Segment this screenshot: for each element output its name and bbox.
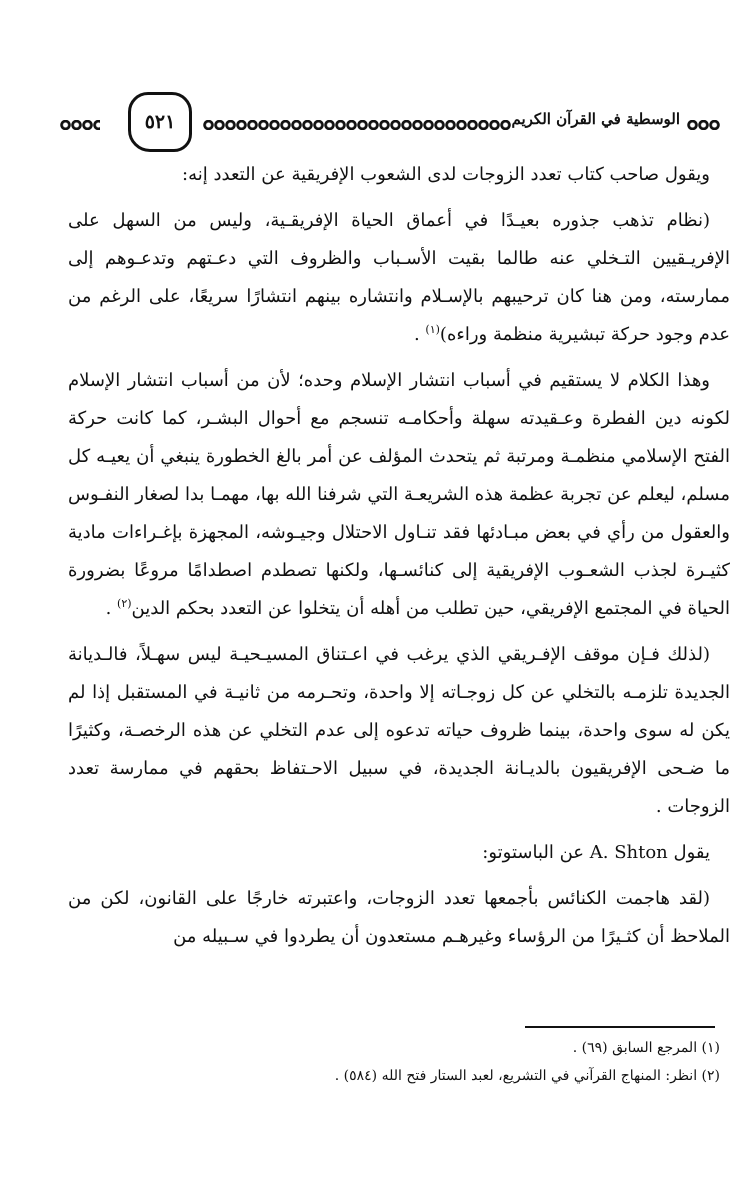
paragraph-quote-2 xyxy=(68,636,730,826)
footnote-marker: (٢) xyxy=(117,597,132,610)
running-title: الوسطية في القرآن الكريم xyxy=(511,110,680,128)
paragraph-text: (لقد هاجمت الكنائس بأجمعها تعدد الزوجات، واعتبرته خارجًا على القانون، لكن من الملاحظ أن كثـيرًا من الرؤساء وغيرهـم مستعدون أن يطردوا في سـبيله من xyxy=(68,888,730,947)
paragraph-text: ويقول صاحب كتاب تعدد الزوجات لدى الشعوب الإفريقية عن التعدد إنه: xyxy=(182,164,710,185)
main-text xyxy=(68,156,730,956)
paragraph-text: (نظام تذهب جذوره بعيـدًا في أعماق الحياة الإفريقـية، وليس من السهل على الإفريـقيين التـخلي عنه طالما بقيت الأسـباب والظروف التي دعـتهم وتدعـوهم إلى ممارسته، ومن هنا كان ترحيبهم بالإسـلام وانتشاره بينهم انتشارًا سريعًا، على الرغم من عدم وجود حركة تبشيرية منظمة وراءه) xyxy=(68,210,730,345)
header-ornament-middle xyxy=(203,120,511,130)
paragraph-attribution xyxy=(68,834,730,872)
paragraph-quote-1 xyxy=(68,202,730,354)
header-ornament-right xyxy=(687,120,720,130)
paragraph-text: وهذا الكلام لا يستقيم في أسباب انتشار الإسلام وحده؛ لأن من أسباب انتشار الإسلام لكونه دين الفطرة وعـقيدته سهلة وأحكامـه تنسجم مع أحوال البشـر، كما كانت حركة الفتح الإسلامي منظمـة ومرتبة ثم يتحدث المؤلف عن أمر بالغ الخطورة ينبغي أن يعيـه كل مسلم، ليعلم عن تجربة عظمة هذه الشريعـة التي شرفنا الله بها، مهمـا بدا لصغار النفـوس والعقول من رأي في بعض مبـادئها فقد تنـاول الاحتلال وجيـوشه، المجهزة بإغـراءات مادية كثيـرة لجذب الشعـوب الإفريقية إلى كنائسـها، ولكنها تصطدم اصطدامًا مروعًا بضرورة الحياة في المجتمع الإفريقي، حين تطلب من أهله أن يتخلوا عن التعدد بحكم الدين xyxy=(67,370,730,619)
footnote-2: (٢) انظر: المنهاج القرآني في التشريع، لعبد الستار فتح الله (٥٨٤) . xyxy=(334,1068,720,1084)
footnote-1: (١) المرجع السابق (٦٩) . xyxy=(572,1040,720,1056)
paragraph-tail: . xyxy=(413,324,426,345)
page-number-text: ٥٢١ xyxy=(144,111,176,133)
page-number xyxy=(128,92,192,152)
footnote-divider xyxy=(525,1026,715,1028)
paragraph-text: (لذلك فـإن موقف الإفـريقي الذي يرغب في اعـتناق المسيـحيـة ليس سهـلاً، فالـديانة الجديدة تلزمـه بالتخلي عن كل زوجـاته إلا واحدة، وتحـرمه من ثانيـة في المستقبل إذا لم يكن له سوى واحدة، بينما ظروف حياته تدعوه إلى عدم التخلي عن هذه الرخصـة، وكثيرًا ما ضـحى الإفريقيون بالديـانة الجديدة، في سبيل الاحـتفاظ بحقهم في ممارسة تعدد الزوجات . xyxy=(68,644,731,817)
header-ornament-left xyxy=(60,120,100,130)
footnotes xyxy=(200,1034,720,1090)
paragraph-commentary xyxy=(68,362,730,628)
page-header xyxy=(60,92,720,152)
paragraph-tail: . xyxy=(105,598,118,619)
paragraph-text: يقول A. Shton عن الباستوتو: xyxy=(482,842,710,863)
paragraph-quote-3 xyxy=(68,880,730,956)
paragraph-intro xyxy=(68,156,730,194)
footnote-marker: (١) xyxy=(425,323,440,336)
